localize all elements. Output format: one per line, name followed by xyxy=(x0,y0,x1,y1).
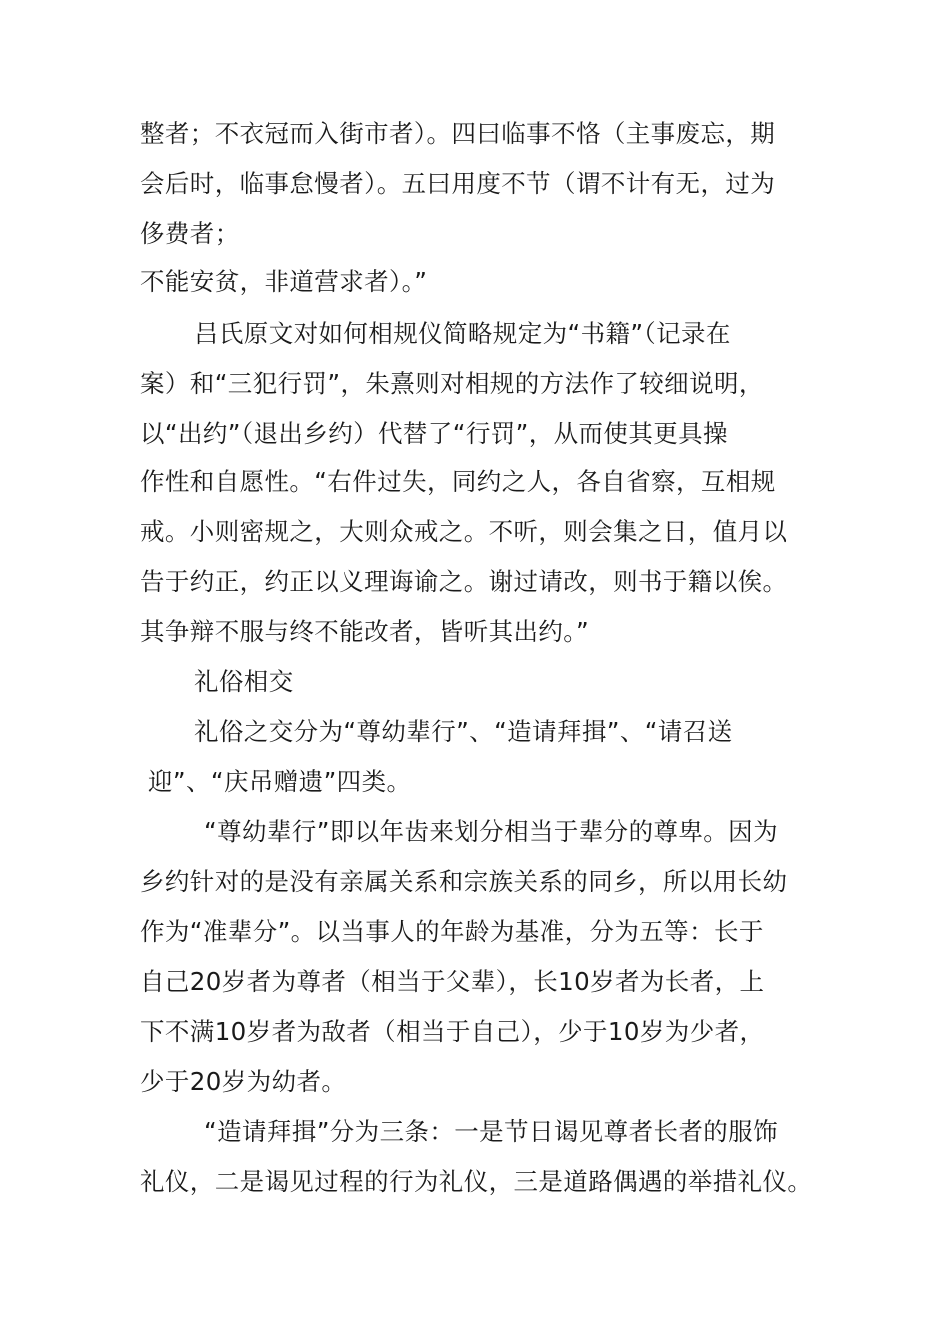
section-heading: 礼俗相交 xyxy=(194,667,294,696)
text-line: 其争辩不服与终不能改者，皆听其出约。” xyxy=(140,617,590,646)
paragraph-first-line: “造请拜揖”分为三条：一是节日谒见尊者长者的服饰 xyxy=(204,1117,778,1146)
text-line: 会后时，临事怠慢者）。五曰用度不节（谓不计有无，过为 xyxy=(140,169,776,198)
text-line: 不能安贫，非道营求者）。” xyxy=(140,267,428,296)
text-line: 礼仪，二是谒见过程的行为礼仪，三是道路偶遇的举措礼仪。 xyxy=(140,1167,813,1196)
text-line: 案）和“三犯行罚”，朱熹则对相规的方法作了较细说明， xyxy=(140,369,764,398)
text-line: 少于20岁为幼者。 xyxy=(140,1067,347,1096)
text-line: 下不满10岁者为敌者（相当于自己），少于10岁为少者， xyxy=(140,1017,765,1046)
text-line: 作性和自愿性。“右件过失，同约之人，各自省察，互相规 xyxy=(140,467,776,496)
text-line: 迎”、“庆吊赠遗”四类。 xyxy=(148,767,412,796)
paragraph-first-line: 吕氏原文对如何相规仪简略规定为“书籍”（记录在 xyxy=(194,319,731,348)
text-line: 整者；不衣冠而入街市者）。四曰临事不恪（主事废忘，期 xyxy=(140,119,776,148)
text-line: 自己20岁者为尊者（相当于父辈），长10岁者为长者，上 xyxy=(140,967,765,996)
text-line: 以“出约”（退出乡约）代替了“行罚”，从而使其更具操 xyxy=(140,419,728,448)
text-line: 作为“准辈分”。以当事人的年龄为基准，分为五等：长于 xyxy=(140,917,764,946)
text-line: 戒。小则密规之，大则众戒之。不听，则会集之日，值月以 xyxy=(140,517,788,546)
text-line: 告于约正，约正以义理诲谕之。谢过请改，则书于籍以俟。 xyxy=(140,567,788,596)
paragraph-first-line: “尊幼辈行”即以年齿来划分相当于辈分的尊卑。因为 xyxy=(204,817,778,846)
text-line: 侈费者； xyxy=(140,219,240,248)
text-line: 乡约针对的是没有亲属关系和宗族关系的同乡，所以用长幼 xyxy=(140,867,788,896)
paragraph-first-line: 礼俗之交分为“尊幼辈行”、“造请拜揖”、“请召送 xyxy=(194,717,733,746)
